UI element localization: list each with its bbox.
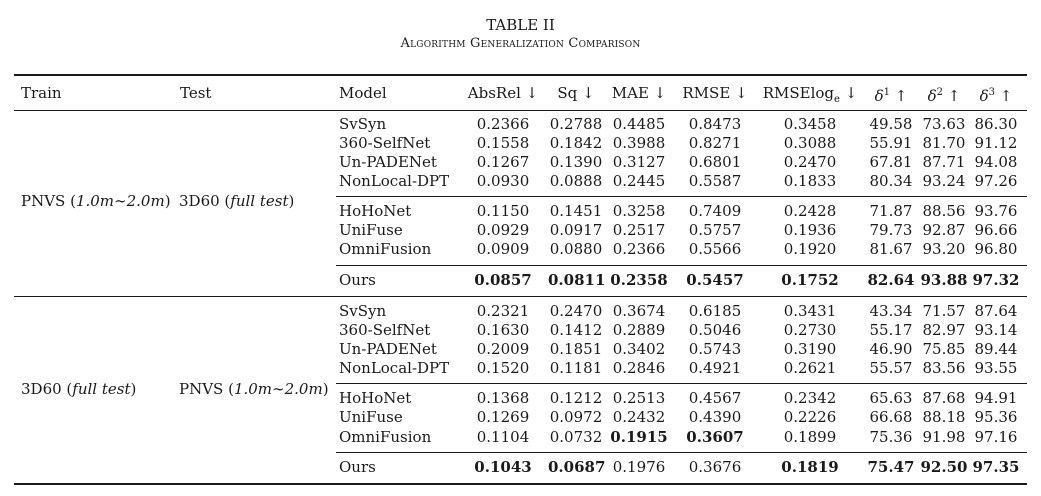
model-name: 360-SelfNet xyxy=(339,321,431,339)
cell-d1: 82.64 xyxy=(867,271,915,289)
cell-d3: 97.35 xyxy=(972,458,1020,476)
cell-absrel: 0.0857 xyxy=(474,271,532,289)
cell-rmse: 0.3676 xyxy=(688,458,742,476)
cell-absrel: 0.1104 xyxy=(476,428,530,446)
table-number: TABLE II xyxy=(486,16,555,34)
header-rule xyxy=(14,110,1027,111)
bottom-rule xyxy=(14,483,1027,485)
cell-d3: 93.55 xyxy=(974,359,1018,377)
cell-mae: 0.2432 xyxy=(612,408,666,426)
cell-d3: 94.08 xyxy=(974,153,1018,171)
cell-sq: 0.0972 xyxy=(549,408,603,426)
cell-mae: 0.3674 xyxy=(612,302,666,320)
cell-d3: 93.14 xyxy=(974,321,1018,339)
cell-mae: 0.1976 xyxy=(612,458,666,476)
cell-d3: 96.80 xyxy=(974,240,1018,258)
cell-d1: 43.34 xyxy=(869,302,913,320)
cell-absrel: 0.0909 xyxy=(476,240,530,258)
cell-absrel: 0.1043 xyxy=(474,458,532,476)
cell-rmselog: 0.1899 xyxy=(783,428,837,446)
model-name: Un-PADENet xyxy=(339,340,437,358)
cell-d3: 96.66 xyxy=(974,221,1018,239)
cell-rmselog: 0.2428 xyxy=(783,202,837,220)
cell-d3: 97.26 xyxy=(974,172,1018,190)
model-name: Un-PADENet xyxy=(339,153,437,171)
cell-rmselog: 0.2342 xyxy=(783,389,837,407)
cell-rmselog: 0.1833 xyxy=(783,172,837,190)
header-mae: MAE ↓ xyxy=(611,84,667,102)
cell-rmse: 0.4390 xyxy=(688,408,742,426)
top-rule xyxy=(14,74,1027,76)
cell-d1: 55.91 xyxy=(869,134,913,152)
header-sq: Sq ↓ xyxy=(557,84,595,102)
cell-rmse: 0.7409 xyxy=(688,202,742,220)
model-name: NonLocal-DPT xyxy=(339,359,450,377)
cell-d3: 87.64 xyxy=(974,302,1018,320)
cell-sq: 0.1842 xyxy=(549,134,603,152)
cell-d1: 46.90 xyxy=(869,340,913,358)
cell-d3: 93.76 xyxy=(974,202,1018,220)
cell-rmselog: 0.1752 xyxy=(781,271,839,289)
model-name: SvSyn xyxy=(339,302,387,320)
cell-rmse: 0.5743 xyxy=(688,340,742,358)
cell-d3: 97.32 xyxy=(972,271,1020,289)
cell-d2: 82.97 xyxy=(922,321,966,339)
group1-train: PNVS (1.0m∼2.0m) xyxy=(21,192,171,210)
cell-mae: 0.3258 xyxy=(612,202,666,220)
header-rmse: RMSE ↓ xyxy=(682,84,748,102)
cell-rmse: 0.4921 xyxy=(688,359,742,377)
cell-d2: 92.87 xyxy=(922,221,966,239)
cell-sq: 0.1390 xyxy=(549,153,603,171)
header-model: Model xyxy=(339,84,387,102)
cell-sq: 0.0917 xyxy=(549,221,603,239)
cell-rmse: 0.4567 xyxy=(688,389,742,407)
cell-rmselog: 0.3458 xyxy=(783,115,837,133)
cell-rmselog: 0.2470 xyxy=(783,153,837,171)
header-absrel: AbsRel ↓ xyxy=(467,84,539,102)
midrule xyxy=(336,452,1027,453)
cell-absrel: 0.1630 xyxy=(476,321,530,339)
cell-rmse: 0.5587 xyxy=(688,172,742,190)
cell-rmse: 0.5566 xyxy=(688,240,742,258)
cell-absrel: 0.2009 xyxy=(476,340,530,358)
cell-d1: 79.73 xyxy=(869,221,913,239)
cell-sq: 0.2470 xyxy=(549,302,603,320)
cell-sq: 0.1412 xyxy=(549,321,603,339)
cell-d1: 66.68 xyxy=(869,408,913,426)
cell-mae: 0.2445 xyxy=(612,172,666,190)
cell-mae: 0.2846 xyxy=(612,359,666,377)
cell-sq: 0.1851 xyxy=(549,340,603,358)
cell-rmselog: 0.2730 xyxy=(783,321,837,339)
cell-mae: 0.4485 xyxy=(612,115,666,133)
cell-rmse: 0.5457 xyxy=(686,271,744,289)
cell-mae: 0.2366 xyxy=(612,240,666,258)
cell-mae: 0.3988 xyxy=(612,134,666,152)
cell-d2: 75.85 xyxy=(922,340,966,358)
cell-rmselog: 0.3431 xyxy=(783,302,837,320)
cell-rmselog: 0.1936 xyxy=(783,221,837,239)
cell-mae: 0.2889 xyxy=(612,321,666,339)
cell-d1: 75.47 xyxy=(867,458,915,476)
model-name: Ours xyxy=(339,458,376,476)
cell-absrel: 0.1269 xyxy=(476,408,530,426)
cell-d3: 89.44 xyxy=(974,340,1018,358)
cell-sq: 0.1181 xyxy=(549,359,603,377)
model-name: OmniFusion xyxy=(339,428,432,446)
cell-rmse: 0.5757 xyxy=(688,221,742,239)
cell-d2: 88.56 xyxy=(922,202,966,220)
cell-d2: 91.98 xyxy=(922,428,966,446)
cell-sq: 0.0687 xyxy=(548,458,606,476)
cell-d2: 88.18 xyxy=(922,408,966,426)
cell-rmselog: 0.2226 xyxy=(783,408,837,426)
cell-rmselog: 0.3088 xyxy=(783,134,837,152)
cell-d2: 93.88 xyxy=(920,271,968,289)
model-name: OmniFusion xyxy=(339,240,432,258)
cell-d3: 94.91 xyxy=(974,389,1018,407)
cell-d2: 81.70 xyxy=(922,134,966,152)
cell-d3: 91.12 xyxy=(974,134,1018,152)
cell-absrel: 0.1558 xyxy=(476,134,530,152)
header-rmselog: RMSElog$_e$ ↓ xyxy=(762,84,858,105)
cell-rmselog: 0.2621 xyxy=(783,359,837,377)
cell-d2: 87.68 xyxy=(922,389,966,407)
cell-d2: 83.56 xyxy=(922,359,966,377)
cell-mae: 0.2513 xyxy=(612,389,666,407)
cell-mae: 0.2517 xyxy=(612,221,666,239)
cell-d2: 73.63 xyxy=(922,115,966,133)
cell-rmse: 0.8473 xyxy=(688,115,742,133)
group-divider-rule xyxy=(14,296,1027,297)
cell-absrel: 0.1368 xyxy=(476,389,530,407)
cell-rmse: 0.3607 xyxy=(686,428,744,446)
midrule xyxy=(336,383,1027,384)
midrule xyxy=(336,196,1027,197)
cell-sq: 0.0732 xyxy=(549,428,603,446)
cell-rmse: 0.5046 xyxy=(688,321,742,339)
cell-d2: 92.50 xyxy=(920,458,968,476)
cell-d2: 93.24 xyxy=(922,172,966,190)
cell-d2: 87.71 xyxy=(922,153,966,171)
table-title: Algorithm Generalization Comparison xyxy=(400,36,641,51)
cell-d1: 80.34 xyxy=(869,172,913,190)
cell-d3: 86.30 xyxy=(974,115,1018,133)
cell-sq: 0.1212 xyxy=(549,389,603,407)
cell-absrel: 0.1520 xyxy=(476,359,530,377)
cell-rmse: 0.6185 xyxy=(688,302,742,320)
group2-test: PNVS (1.0m∼2.0m) xyxy=(179,380,329,398)
cell-d1: 81.67 xyxy=(869,240,913,258)
model-name: 360-SelfNet xyxy=(339,134,431,152)
cell-rmselog: 0.1819 xyxy=(781,458,839,476)
header-delta2: $\delta^2$ ↑ xyxy=(927,87,961,105)
cell-rmse: 0.8271 xyxy=(688,134,742,152)
cell-absrel: 0.2366 xyxy=(476,115,530,133)
header-test: Test xyxy=(180,84,212,102)
cell-sq: 0.0880 xyxy=(549,240,603,258)
model-name: HoHoNet xyxy=(339,389,412,407)
cell-d1: 71.87 xyxy=(869,202,913,220)
cell-d1: 55.17 xyxy=(869,321,913,339)
cell-mae: 0.3402 xyxy=(612,340,666,358)
cell-mae: 0.2358 xyxy=(610,271,668,289)
model-name: UniFuse xyxy=(339,408,403,426)
cell-d1: 65.63 xyxy=(869,389,913,407)
midrule xyxy=(336,265,1027,266)
header-delta1: $\delta^1$ ↑ xyxy=(874,87,908,105)
model-name: HoHoNet xyxy=(339,202,412,220)
model-name: NonLocal-DPT xyxy=(339,172,450,190)
model-name: UniFuse xyxy=(339,221,403,239)
cell-absrel: 0.0929 xyxy=(476,221,530,239)
cell-absrel: 0.1150 xyxy=(476,202,530,220)
cell-d1: 49.58 xyxy=(869,115,913,133)
cell-sq: 0.1451 xyxy=(549,202,603,220)
cell-absrel: 0.0930 xyxy=(476,172,530,190)
cell-d1: 75.36 xyxy=(869,428,913,446)
cell-d2: 71.57 xyxy=(922,302,966,320)
cell-d2: 93.20 xyxy=(922,240,966,258)
header-train: Train xyxy=(21,84,62,102)
cell-rmselog: 0.1920 xyxy=(783,240,837,258)
header-delta3: $\delta^3$ ↑ xyxy=(979,87,1013,105)
cell-sq: 0.0811 xyxy=(548,271,606,289)
cell-absrel: 0.2321 xyxy=(476,302,530,320)
cell-d1: 67.81 xyxy=(869,153,913,171)
group1-test: 3D60 (full test) xyxy=(179,192,295,210)
cell-rmse: 0.6801 xyxy=(688,153,742,171)
model-name: Ours xyxy=(339,271,376,289)
cell-d3: 95.36 xyxy=(974,408,1018,426)
cell-absrel: 0.1267 xyxy=(476,153,530,171)
cell-d3: 97.16 xyxy=(974,428,1018,446)
cell-d1: 55.57 xyxy=(869,359,913,377)
model-name: SvSyn xyxy=(339,115,387,133)
cell-sq: 0.2788 xyxy=(549,115,603,133)
group2-train: 3D60 (full test) xyxy=(21,380,137,398)
cell-mae: 0.1915 xyxy=(610,428,668,446)
cell-rmselog: 0.3190 xyxy=(783,340,837,358)
cell-sq: 0.0888 xyxy=(549,172,603,190)
cell-mae: 0.3127 xyxy=(612,153,666,171)
